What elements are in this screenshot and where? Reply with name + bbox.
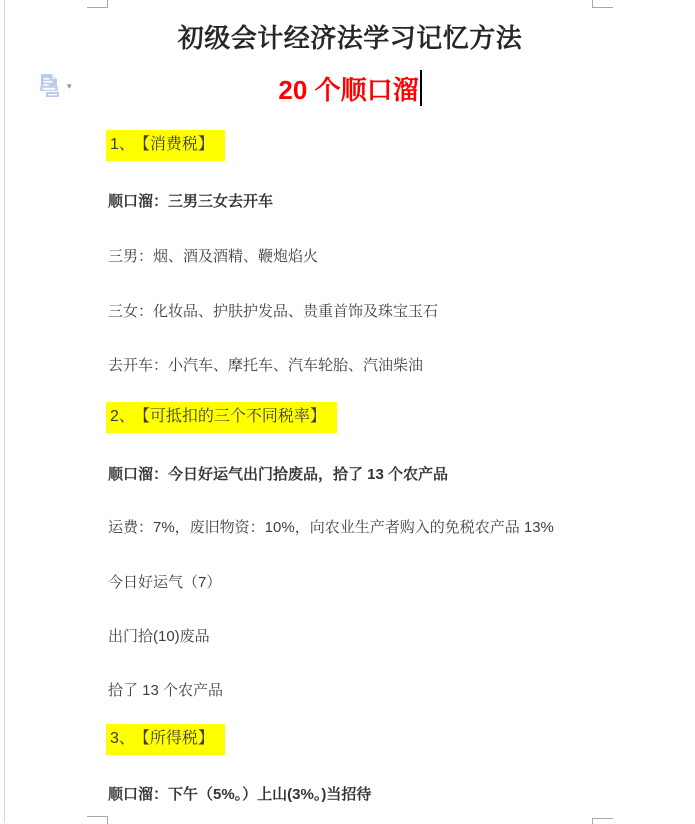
paste-options-button[interactable] [40,73,82,103]
section-heading-2 [106,402,337,433]
section-heading-3 [106,724,225,755]
body-line: 去开车：小汽车、摩托车、汽车轮胎、汽油柴油 [108,357,424,374]
body-line: 三男：烟、酒及酒精、鞭炮焰火 [108,248,319,265]
body-line: 运费：7%，废旧物资：10%，向农业生产者购入的免税农产品 13% [108,519,554,536]
page-subtitle [108,70,592,107]
body-line: 三女：化妆品、护肤护发品、贵重首饰及珠宝玉石 [108,303,439,320]
section-label: 【所得税】 [141,730,214,747]
section-label: 【消费税】 [141,136,214,153]
body-line: 今日好运气（7） [108,574,222,591]
section-label: 【可抵扣的三个不同税率】 [141,408,326,425]
section-number: 3、 [110,730,135,747]
paste-clipboard-icon [40,73,62,104]
document-text-area[interactable] [108,0,592,823]
text-boundary-mark-top-right [592,0,613,8]
rhyme-line: 顺口溜：三男三女去开车 [108,193,274,210]
body-line: 拾了 13 个农产品 [108,682,224,699]
body-line: 出门拾(10)废品 [108,628,210,645]
paste-options-dropdown-icon[interactable]: ▾ [67,81,72,91]
rhyme-line: 顺口溜：下午（5%。）上山(3%。)当招待 [108,786,372,803]
text-caret [420,70,422,106]
page-title: 初级会计经济法学习记忆方法 [177,23,523,53]
subtitle-text: 20 个顺口溜 [278,75,419,105]
section-number: 1、 [110,136,135,153]
text-boundary-mark-top-left [87,0,108,8]
rhyme-line: 顺口溜：今日好运气出门拾废品，拾了 13 个农产品 [108,466,449,483]
page-edge-line [4,0,5,823]
section-heading-1 [106,130,225,161]
section-number: 2、 [110,408,135,425]
text-boundary-mark-bottom-right [592,818,613,824]
